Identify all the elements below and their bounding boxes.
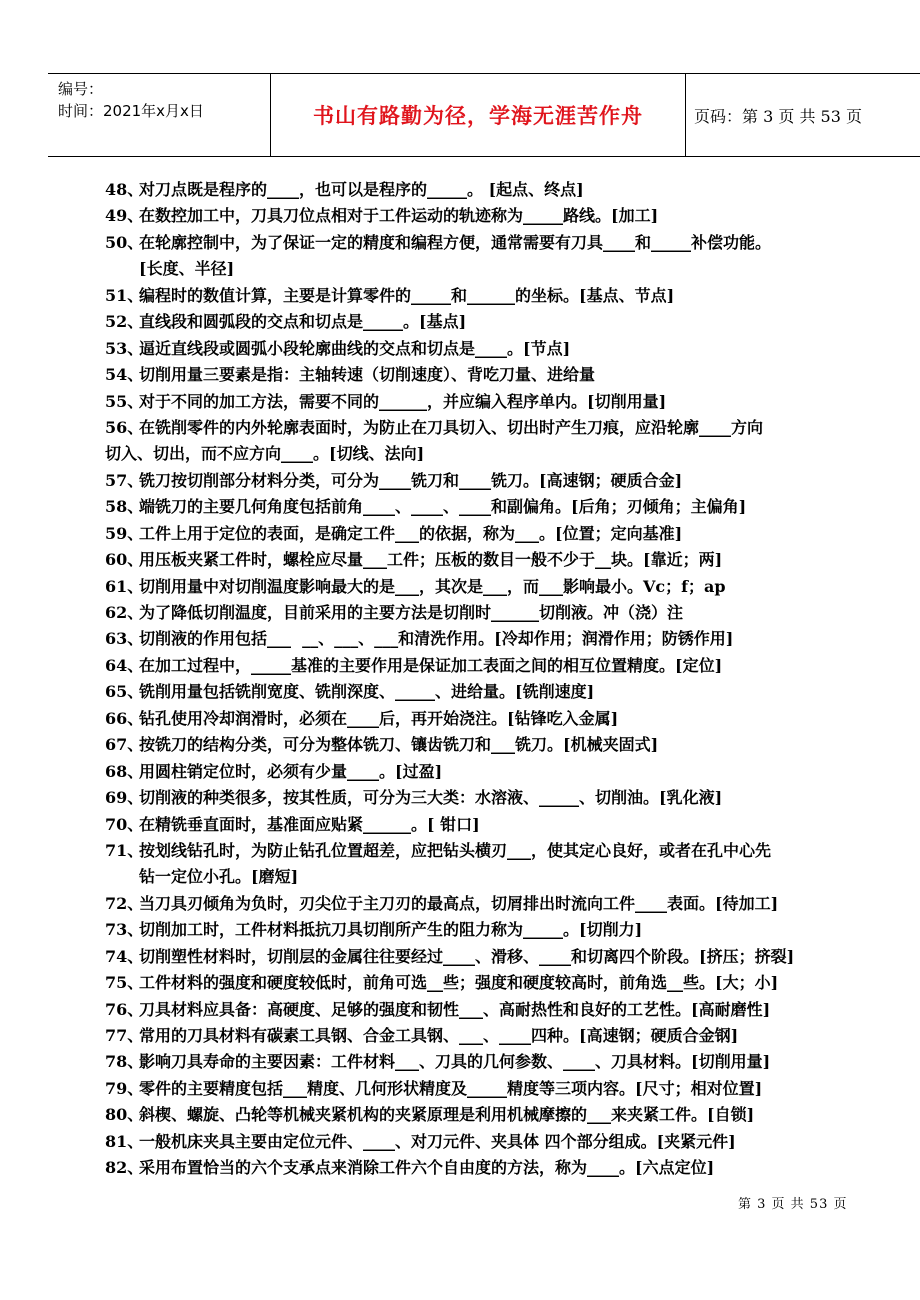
question-item (105, 574, 905, 600)
question-item (105, 203, 905, 229)
question-number: 56、 (105, 417, 144, 437)
question-text: 端铣刀的主要几何角度包括前角____、____、____和副偏角。[后角；刃倾角；主偏角] (139, 497, 747, 517)
question-item (105, 547, 905, 573)
question-item (105, 1102, 905, 1128)
question-text: 一般机床夹具主要由定位元件、____、对刀元件、夹具体 四个部分组成。[夹紧元件] (139, 1131, 736, 1151)
question-text: 零件的主要精度包括___精度、几何形状精度及_____精度等三项内容。[尺寸；相对位置] (139, 1078, 763, 1098)
question-number: 65、 (105, 682, 144, 702)
question-number: 54、 (105, 365, 144, 385)
question-item (105, 785, 905, 811)
question-text: 切削液的作用包括___ __、___、___和清洗作用。[冷却作用；润滑作用；防锈作用] (139, 629, 734, 649)
question-item (105, 1049, 905, 1075)
question-text: 按铣刀的结构分类，可分为整体铣刀、镶齿铣刀和___铣刀。[机械夹固式] (139, 735, 659, 755)
question-item (105, 230, 905, 283)
header-divider (685, 74, 686, 156)
question-item (105, 336, 905, 362)
question-number: 66、 (105, 708, 144, 728)
question-number: 61、 (105, 576, 144, 596)
question-text: 刀具材料应具备：高硬度、足够的强度和韧性___、高耐热性和良好的工艺性。[高耐磨性] (139, 999, 771, 1019)
question-number: 53、 (105, 338, 144, 358)
question-item (105, 1023, 905, 1049)
question-number: 80、 (105, 1105, 144, 1125)
question-text: 钻孔使用冷却润滑时，必须在____后，再开始浇注。[钻锋吃入金属] (139, 708, 619, 728)
document-time-label: 时间：2021年x月x日 (58, 102, 204, 120)
question-number: 70、 (105, 814, 144, 834)
question-number: 60、 (105, 550, 144, 570)
question-text: 切削加工时，工件材料抵抗刀具切削所产生的阻力称为_____。[切削力] (139, 920, 643, 940)
question-text-continuation: 钻一定位小孔。[磨短] (139, 867, 299, 887)
question-number: 71、 (105, 840, 144, 860)
question-item (105, 600, 905, 626)
question-item (105, 309, 905, 335)
question-item (105, 891, 905, 917)
question-text: 用压板夹紧工件时，螺栓应尽量___工件；压板的数目一般不少于__块。[靠近；两] (139, 550, 723, 570)
question-number: 59、 (105, 523, 144, 543)
question-item (105, 626, 905, 652)
question-number: 55、 (105, 391, 144, 411)
question-text: 在加工过程中，_____基准的主要作用是保证加工表面之间的相互位置精度。[定位] (139, 655, 723, 675)
question-text: 斜楔、螺旋、凸轮等机械夹紧机构的夹紧原理是利用机械摩擦的___来夹紧工件。[自锁] (139, 1105, 755, 1125)
question-item (105, 494, 905, 520)
question-number: 62、 (105, 603, 144, 623)
question-text: 用圆柱销定位时，必须有少量____。[过盈] (139, 761, 443, 781)
document-number-label: 编号： (58, 80, 104, 98)
question-number: 68、 (105, 761, 144, 781)
page-footer: 第 3 页 共 53 页 (738, 1197, 848, 1212)
question-item (105, 997, 905, 1023)
question-item (105, 468, 905, 494)
question-text: 按划线钻孔时，为防止钻孔位置超差，应把钻头横刃___，使其定心良好，或者在孔中心先 (139, 840, 772, 860)
question-number: 79、 (105, 1078, 144, 1098)
question-number: 67、 (105, 735, 144, 755)
question-number: 76、 (105, 999, 144, 1019)
question-text-continuation: 切入、切出，而不应方向____。[切线、法向] (105, 444, 425, 464)
question-number: 78、 (105, 1052, 144, 1072)
question-text: 当刀具刃倾角为负时，刃尖位于主刀刃的最高点，切屑排出时流向工件____表面。[待加工] (139, 893, 779, 913)
question-item (105, 970, 905, 996)
question-number: 58、 (105, 497, 144, 517)
question-text: 工件上用于定位的表面，是确定工件___的依据，称为___。[位置；定向基准] (139, 523, 683, 543)
question-item (105, 521, 905, 547)
question-text-continuation: [长度、半径] (139, 259, 235, 279)
question-text: 影响刀具寿命的主要因素：工件材料___、刀具的几何参数、____、刀具材料。[切削用量] (139, 1052, 771, 1072)
question-number: 63、 (105, 629, 144, 649)
question-item (105, 944, 905, 970)
question-text: 常用的刀具材料有碳素工具钢、合金工具钢、___、____四种。[高速钢；硬质合金钢] (139, 1026, 739, 1046)
header-motto: 书山有路勤为径，学海无涯苦作舟 (313, 104, 643, 128)
question-text: 采用布置恰当的六个支承点来消除工件六个自由度的方法，称为____。[六点定位] (139, 1158, 715, 1178)
question-item (105, 679, 905, 705)
question-number: 74、 (105, 946, 144, 966)
question-number: 81、 (105, 1131, 144, 1151)
question-number: 73、 (105, 920, 144, 940)
question-item (105, 1129, 905, 1155)
question-number: 50、 (105, 232, 144, 252)
question-item (105, 653, 905, 679)
question-text: 在铣削零件的内外轮廓表面时，为防止在刀具切入、切出时产生刀痕，应沿轮廓____方向 (139, 417, 764, 437)
question-number: 82、 (105, 1158, 144, 1178)
question-text: 切削塑性材料时，切削层的金属往往要经过____、滑移、____和切离四个阶段。[挤压；挤裂] (139, 946, 795, 966)
question-number: 75、 (105, 973, 144, 993)
question-item (105, 706, 905, 732)
question-item (105, 838, 905, 891)
question-number: 64、 (105, 655, 144, 675)
question-item (105, 177, 905, 203)
question-text: 为了降低切削温度，目前采用的主要方法是切削时______切削液。冲（浇）注 (139, 603, 684, 623)
question-text: 在精铣垂直面时，基准面应贴紧______。[ 钳口] (139, 814, 480, 834)
question-number: 52、 (105, 312, 144, 332)
question-number: 48、 (105, 180, 144, 199)
question-text: 逼近直线段或圆弧小段轮廓曲线的交点和切点是____。[节点] (139, 338, 571, 358)
question-item (105, 917, 905, 943)
question-text: 切削液的种类很多，按其性质，可分为三大类：水溶液、_____、切削油。[乳化液] (139, 788, 723, 808)
question-item (105, 732, 905, 758)
question-text: 编程时的数值计算，主要是计算零件的_____和______的坐标。[基点、节点] (139, 285, 675, 305)
question-text: 在数控加工中，刀具刀位点相对于工件运动的轨迹称为_____路线。[加工] (139, 206, 659, 226)
question-list (105, 177, 905, 1182)
question-number: 69、 (105, 788, 144, 808)
question-text: 在轮廓控制中，为了保证一定的精度和编程方便，通常需要有刀具____和_____补偿功能。 (139, 232, 772, 252)
question-text: 对于不同的加工方法，需要不同的______，并应编入程序单内。[切削用量] (139, 391, 667, 411)
header-page-number: 页码：第 3 页 共 53 页 (694, 107, 862, 126)
question-text: 铣刀按切削部分材料分类，可分为____铣刀和____铣刀。[高速钢；硬质合金] (139, 470, 683, 490)
header-meta (58, 78, 204, 122)
question-text: 铣削用量包括铣削宽度、铣削深度、_____、进给量。[铣削速度] (139, 682, 595, 702)
question-item (105, 389, 905, 415)
question-item (105, 812, 905, 838)
question-text: 直线段和圆弧段的交点和切点是_____。[基点] (139, 312, 467, 332)
question-text: 切削用量三要素是指：主轴转速（切削速度）、背吃刀量、进给量 (139, 365, 596, 385)
question-number: 77、 (105, 1026, 144, 1046)
question-text: 对刀点既是程序的____，也可以是程序的_____。 [起点、终点] (139, 180, 584, 199)
question-item (105, 362, 905, 388)
question-item (105, 1155, 905, 1181)
question-number: 49、 (105, 206, 144, 226)
question-number: 51、 (105, 285, 144, 305)
question-item (105, 283, 905, 309)
question-text: 工件材料的强度和硬度较低时，前角可选__些；强度和硬度较高时，前角选__些。[大；小] (139, 973, 779, 993)
question-text: 切削用量中对切削温度影响最大的是___，其次是___，而___影响最小。Vc；f；ap (139, 576, 726, 596)
question-item (105, 415, 905, 468)
question-item (105, 1076, 905, 1102)
question-number: 57、 (105, 470, 144, 490)
question-item (105, 759, 905, 785)
page-header (48, 73, 920, 157)
question-number: 72、 (105, 893, 144, 913)
